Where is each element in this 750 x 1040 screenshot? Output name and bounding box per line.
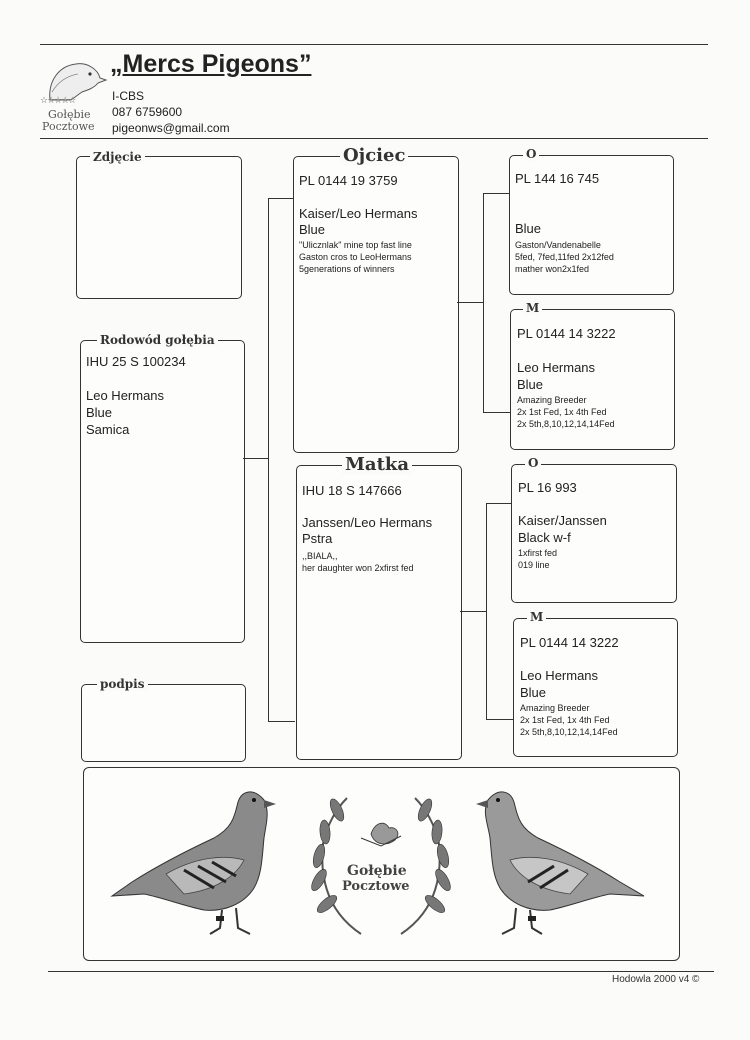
- bracket-mm-link: [486, 719, 513, 720]
- father-note: Gaston cros to LeoHermans: [299, 252, 412, 262]
- father-note: "Ulicznlak" mine top fast line: [299, 240, 412, 250]
- father-father-label: O: [523, 147, 539, 161]
- fm-color: Blue: [517, 377, 544, 392]
- bracket-mf-link: [486, 503, 511, 504]
- banner-text-line2: Pocztowe: [342, 879, 410, 894]
- father-note: 5generations of winners: [299, 264, 395, 274]
- photo-box: [76, 156, 242, 299]
- mf-ring: PL 16 993: [518, 480, 577, 495]
- bird-breeder: Leo Hermans: [86, 388, 165, 403]
- email-address: pigeonws@gmail.com: [112, 121, 230, 135]
- illustration-banner: [83, 767, 680, 961]
- mother-color: Pstra: [302, 531, 333, 546]
- bracket-bird-link: [243, 458, 268, 459]
- father-ring: PL 0144 19 3759: [299, 173, 398, 188]
- pedigree-box: [80, 340, 245, 643]
- mother-ring: IHU 18 S 147666: [302, 483, 402, 498]
- mm-note: 2x 5th,8,10,12,14,14Fed: [520, 727, 618, 737]
- bracket-father-parents: [483, 193, 484, 412]
- bird-color: Blue: [86, 405, 113, 420]
- mother-father-label: O: [525, 456, 541, 470]
- bird-ring: IHU 25 S 100234: [86, 354, 186, 369]
- mother-note: her daughter won 2xfirst fed: [302, 563, 414, 573]
- mother-box: [296, 465, 462, 760]
- father-box: [293, 156, 459, 453]
- bracket-parents-top: [268, 198, 293, 199]
- logo-stars: ☆☆☆☆☆: [40, 96, 76, 106]
- bird-sex: Samica: [86, 422, 130, 437]
- mother-breeder: Janssen/Leo Hermans: [302, 515, 433, 530]
- father-color: Blue: [299, 222, 326, 237]
- mf-note: 1xfirst fed: [518, 548, 558, 558]
- signature-box: [81, 684, 246, 762]
- bracket-mother-link: [460, 611, 486, 612]
- ff-ring: PL 144 16 745: [515, 171, 600, 186]
- ff-note: 5fed, 7fed,11fed 2x12fed: [515, 252, 614, 262]
- pedigree-label: Rodowód gołębia: [97, 333, 218, 347]
- father-label: Ojciec: [340, 145, 408, 166]
- fm-ring: PL 0144 14 3222: [517, 326, 616, 341]
- fm-note: 2x 1st Fed, 1x 4th Fed: [517, 407, 607, 417]
- pigeon-right-illustration: [464, 778, 654, 948]
- bracket-father-link: [457, 302, 483, 303]
- mm-note: 2x 1st Fed, 1x 4th Fed: [520, 715, 610, 725]
- mother-note: ,,BIALA,,: [302, 551, 338, 561]
- pigeon-head-icon: [38, 52, 108, 102]
- fm-note: 2x 5th,8,10,12,14,14Fed: [517, 419, 615, 429]
- logo: [38, 52, 108, 137]
- mm-breeder: Leo Hermans: [520, 668, 599, 683]
- mf-breeder: Kaiser/Janssen: [518, 513, 607, 528]
- bracket-mother-parents: [486, 503, 487, 719]
- ff-note: Gaston/Vandenabelle: [515, 240, 601, 250]
- mm-note: Amazing Breeder: [520, 703, 590, 713]
- mf-note: 019 line: [518, 560, 550, 570]
- top-rule: [40, 44, 708, 45]
- bracket-fm-link: [483, 412, 510, 413]
- software-version: Hodowla 2000 v4 ©: [612, 974, 700, 985]
- photo-label: Zdjęcie: [90, 150, 145, 164]
- fm-note: Amazing Breeder: [517, 395, 587, 405]
- mf-color: Black w-f: [518, 530, 571, 545]
- father-mother-label: M: [523, 301, 542, 315]
- bracket-ff-link: [483, 193, 510, 194]
- mm-ring: PL 0144 14 3222: [520, 635, 619, 650]
- fm-breeder: Leo Hermans: [517, 360, 596, 375]
- signature-label: podpis: [97, 677, 148, 691]
- pigeon-left-illustration: [104, 778, 289, 948]
- page-title: „Mercs Pigeons”: [110, 50, 312, 78]
- mother-label: Matka: [342, 454, 412, 475]
- phone-number: 087 6759600: [112, 105, 183, 119]
- bracket-parents-bottom: [268, 721, 295, 722]
- banner-text-line1: Gołębie: [347, 863, 407, 879]
- logo-text-line1: Gołębie: [48, 108, 91, 121]
- ff-color: Blue: [515, 221, 542, 236]
- bracket-parents: [268, 198, 269, 721]
- mother-mother-label: M: [527, 610, 546, 624]
- logo-text-line2: Pocztowe: [42, 120, 95, 133]
- footer-rule: [48, 971, 714, 972]
- father-breeder: Kaiser/Leo Hermans: [299, 206, 418, 221]
- mm-color: Blue: [520, 685, 547, 700]
- header-rule: [40, 138, 708, 139]
- ff-note: mather won2x1fed: [515, 264, 590, 274]
- club-code: I-CBS: [112, 89, 145, 103]
